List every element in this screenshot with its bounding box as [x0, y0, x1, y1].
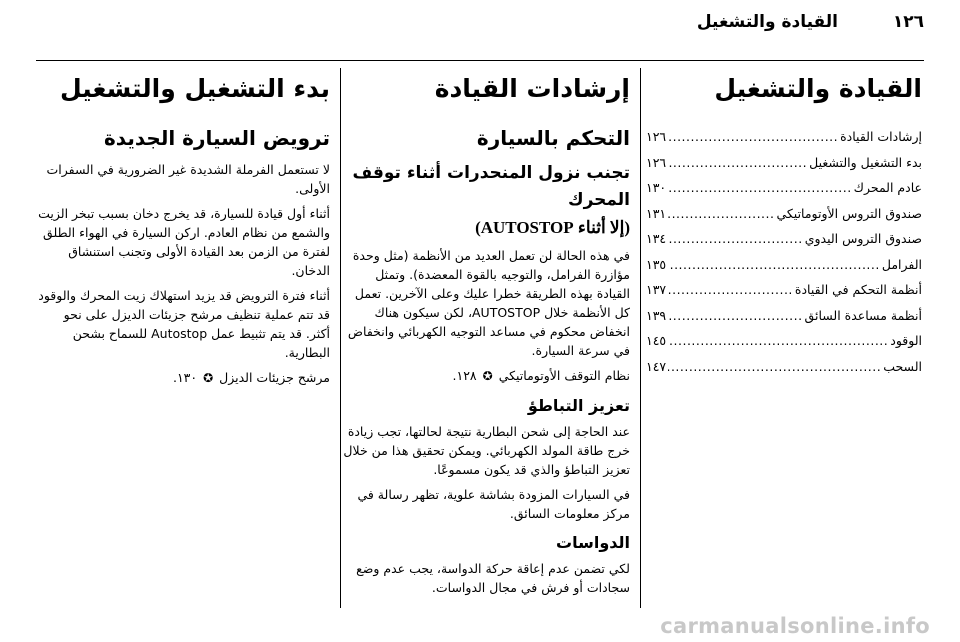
body-paragraph: في السيارات المزودة بشاشة علوية، تظهر رسالة في مركز معلومات السائق.	[357, 487, 630, 521]
toc-page: ١٢٦	[646, 129, 667, 144]
toc-item[interactable]: أنظمة مساعدة السائق ..... ١٣٩	[646, 303, 922, 329]
body-paragraph: عند الحاجة إلى شحن البطارية نتيجة لحالتها، تجب زيادة خرج طاقة المولد الكهربائي. ويمكن تحقيق هذا من خلال تعزيز التباطؤ والذي قد يكون مسموعًا.	[343, 424, 630, 477]
dot-leader	[668, 328, 888, 354]
toc-page: ١٤٥	[646, 333, 667, 348]
toc-page: ١٣٥	[646, 256, 667, 272]
body-paragraph: أثناء فترة الترويض قد يزيد استهلاك زيت المحرك والوقود قد تتم عملية تنظيف مرشح جزيئات الديزل على نحو أكثر. قد يتم تثبيط عمل Autostop للسماح بشحن البطارية.	[38, 288, 330, 360]
section-heading: بدء التشغيل والتشغيل	[59, 74, 330, 103]
body-paragraph: لكي تضمن عدم إعاقة حركة الدواسة، يجب عدم وضع سجادات أو فرش في مجال الدواسات.	[356, 561, 630, 595]
toc-item[interactable]: إرشادات القيادة ..... ١٢٦	[646, 124, 922, 150]
toc-page: ١٣٩	[646, 307, 667, 323]
cross-reference[interactable]: مرشح جزيئات الديزل ✪ ١٣٠.	[38, 368, 330, 388]
toc-page: ١٣٧	[646, 282, 667, 297]
toc-item[interactable]: أنظمة التحكم في القيادة ..... ١٣٧	[646, 277, 922, 303]
toc-page: ١٣٤	[646, 231, 667, 246]
dot-leader	[668, 150, 807, 176]
toc-item[interactable]: الفرامل ..... ١٣٥	[646, 252, 922, 278]
section-heading: إرشادات القيادة	[434, 74, 630, 103]
body-paragraph: لا تستعمل الفرملة الشديدة غير الضرورية في السفرات الأولى.	[46, 162, 330, 196]
toc-item[interactable]: الوقود ..... ١٤٥	[646, 328, 922, 354]
column-divider-right	[640, 68, 641, 608]
header-title: القيادة والتشغيل	[696, 12, 838, 32]
dot-leader	[668, 277, 793, 303]
page-reference-icon: ✪	[482, 369, 493, 383]
subsection-heading: التحكم بالسيارة	[476, 126, 630, 150]
body-paragraph: أثناء أول قيادة للسيارة، قد يخرج دخان بسبب تبخر الزيت والشمع من نظام العادم. اركن السيارة في الهواء الطلق لفترة من الزمن بعد القيادة الأولى وتجنب استنشاق الدخان.	[38, 206, 330, 278]
dot-leader	[668, 354, 881, 380]
topic-title: تجنب نزول المنحدرات أثناء توقف المحرك (إلا أثناء AUTOSTOP)	[352, 163, 630, 237]
chapter-contents-column	[646, 68, 922, 379]
body-paragraph: في هذه الحالة لن تعمل العديد من الأنظمة (مثل وحدة مؤازرة الفرامل، والتوجيه بالقوة المعضدة). وتمثل القيادة بهذه الطريقة خطرا عليك وعلى الآخرين. تعمل كل الأنظمة خلال AUTOSTOP، لكن سيكون هناك انخفاض محكوم في مساعد التوجيه الكهربائي وانخفاض في سرعة السيارة.	[347, 248, 630, 358]
page-header	[0, 0, 960, 62]
cross-reference[interactable]: نظام التوقف الأوتوماتيكي ✪ ١٢٨.	[338, 366, 630, 386]
chapter-heading: القيادة والتشغيل	[714, 74, 922, 103]
toc-page: ١٤٧	[646, 358, 667, 374]
dot-leader	[668, 252, 880, 278]
toc-item[interactable]: عادم المحرك ..... ١٣٠	[646, 175, 922, 201]
topic-title: تعزيز التباطؤ	[527, 396, 630, 415]
starting-operating-column	[38, 68, 330, 394]
subsection-heading: ترويض السيارة الجديدة	[103, 126, 330, 150]
page-reference-icon: ✪	[203, 371, 214, 385]
table-of-contents	[646, 124, 922, 379]
toc-item[interactable]: صندوق التروس الأوتوماتيكي ..... ١٣١	[646, 201, 922, 227]
toc-page: ١٢٦	[646, 154, 667, 170]
header-rule	[36, 60, 924, 61]
dot-leader	[668, 303, 802, 329]
dot-leader	[668, 124, 838, 150]
dot-leader	[668, 201, 774, 227]
page-number: ١٢٦	[892, 12, 924, 32]
dot-leader	[668, 175, 852, 201]
toc-item[interactable]: السحب ..... ١٤٧	[646, 354, 922, 380]
toc-page: ١٣٠	[646, 180, 667, 195]
topic-title: الدواسات	[556, 533, 630, 552]
driving-hints-column	[338, 68, 630, 603]
watermark: carmanualsonline.info	[660, 614, 930, 638]
toc-item[interactable]: بدء التشغيل والتشغيل ..... ١٢٦	[646, 150, 922, 176]
toc-page: ١٣١	[646, 205, 667, 221]
dot-leader	[668, 226, 803, 252]
toc-item[interactable]: صندوق التروس اليدوي ..... ١٣٤	[646, 226, 922, 252]
